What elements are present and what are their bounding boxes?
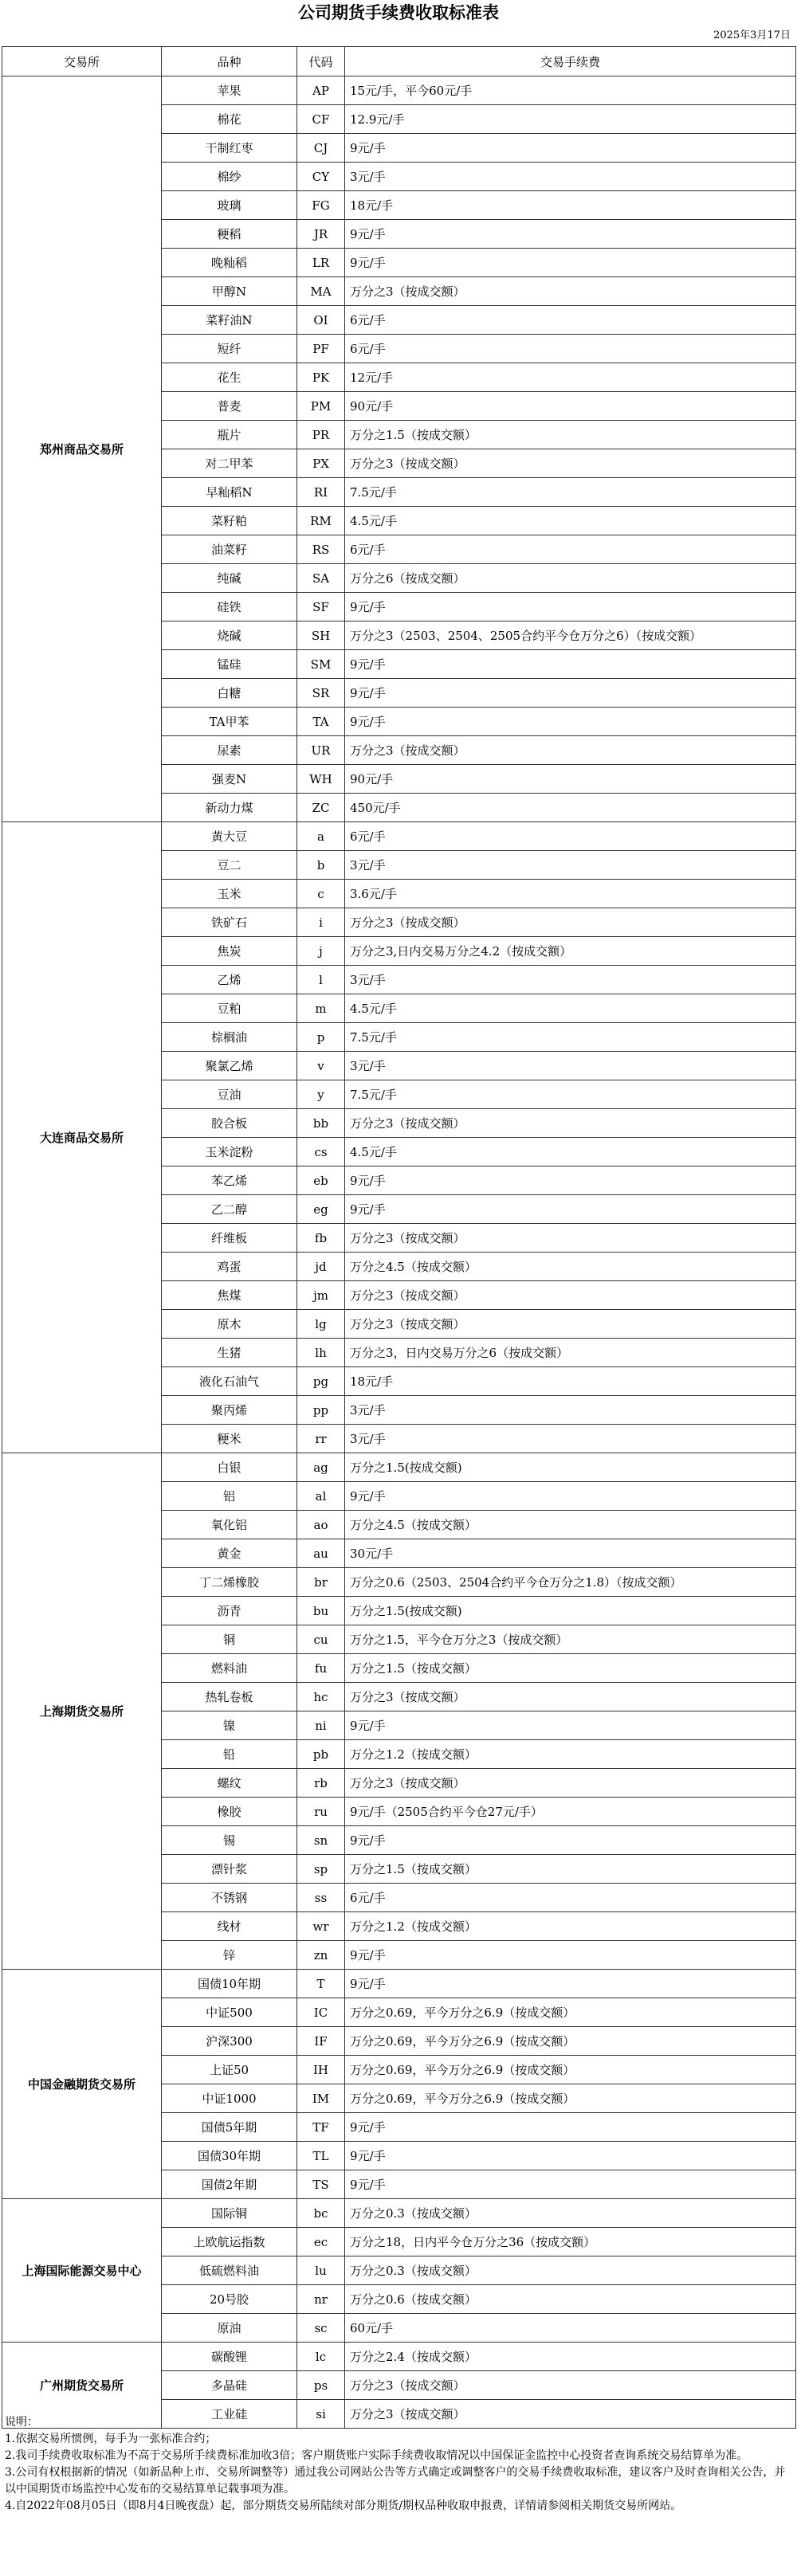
product-code: lh xyxy=(297,1339,345,1367)
product-code: PX xyxy=(297,449,345,478)
product-name: 棉花 xyxy=(162,105,297,134)
product-name: 纯碱 xyxy=(162,564,297,593)
product-fee: 万分之3（按成交额） xyxy=(345,736,796,765)
product-code: b xyxy=(297,851,345,880)
product-fee: 12元/手 xyxy=(345,363,796,392)
product-name: 锡 xyxy=(162,1826,297,1855)
product-code: ni xyxy=(297,1711,345,1740)
product-fee: 4.5元/手 xyxy=(345,994,796,1023)
product-code: IH xyxy=(297,2056,345,2084)
note-item-3: 3.公司有权根据新的情况（如新品种上市、交易所调整等）通过我公司网站公告等方式确定或调整客户的交易手续费收取标准，建议客户及时查询相关公告，并以中国期货市场监控中心发布的交易结算单记载事项为准。 xyxy=(5,2466,786,2496)
product-code: c xyxy=(297,880,345,908)
product-name: 丁二烯橡胶 xyxy=(162,1568,297,1597)
product-fee: 60元/手 xyxy=(345,2314,796,2343)
product-code: p xyxy=(297,1023,345,1052)
product-fee: 9元/手 xyxy=(345,1711,796,1740)
exchange-name: 大连商品交易所 xyxy=(2,822,162,1453)
product-fee: 90元/手 xyxy=(345,392,796,421)
product-code: IC xyxy=(297,1998,345,2027)
product-code: JR xyxy=(297,220,345,249)
product-name: 20号胶 xyxy=(162,2285,297,2314)
product-name: 橡胶 xyxy=(162,1798,297,1826)
product-fee: 9元/手 xyxy=(345,679,796,708)
note-item-1: 1.依据交易所惯例，每手为一张标准合约； xyxy=(5,2433,217,2445)
product-code: PM xyxy=(297,392,345,421)
page-title: 公司期货手续费收取标准表 xyxy=(298,2,499,22)
product-code: sp xyxy=(297,1855,345,1884)
product-fee: 9元/手 xyxy=(345,1195,796,1224)
product-code: jd xyxy=(297,1253,345,1281)
product-fee: 万分之1.2（按成交额） xyxy=(345,1740,796,1769)
product-code: IM xyxy=(297,2084,345,2113)
product-code: nr xyxy=(297,2285,345,2314)
table-row xyxy=(2,2343,796,2371)
product-code: TA xyxy=(297,708,345,736)
product-name: 国债10年期 xyxy=(162,1970,297,1998)
product-fee: 3元/手 xyxy=(345,163,796,191)
product-code: SA xyxy=(297,564,345,593)
fee-table xyxy=(2,46,796,2429)
product-fee: 万分之3（按成交额） xyxy=(345,1769,796,1798)
product-code: eb xyxy=(297,1166,345,1195)
product-code: ZC xyxy=(297,794,345,822)
product-code: SM xyxy=(297,650,345,679)
product-code: a xyxy=(297,822,345,851)
product-name: 普麦 xyxy=(162,392,297,421)
product-fee: 万分之1.5(按成交额) xyxy=(345,1453,796,1482)
product-fee: 3元/手 xyxy=(345,851,796,880)
table-row xyxy=(2,76,796,105)
product-code: SH xyxy=(297,621,345,650)
product-code: lc xyxy=(297,2343,345,2371)
product-name: 苯乙烯 xyxy=(162,1166,297,1195)
product-name: 对二甲苯 xyxy=(162,449,297,478)
product-fee: 6元/手 xyxy=(345,306,796,335)
product-fee: 6元/手 xyxy=(345,535,796,564)
product-name: 粳稻 xyxy=(162,220,297,249)
product-code: bc xyxy=(297,2199,345,2228)
product-name: 豆粕 xyxy=(162,994,297,1023)
product-fee: 万分之3（2503、2504、2505合约平今仓万分之6）（按成交额） xyxy=(345,621,796,650)
product-name: 玻璃 xyxy=(162,191,297,220)
product-name: 硅铁 xyxy=(162,593,297,621)
product-fee: 4.5元/手 xyxy=(345,1138,796,1166)
date-label: 2025年3月17日 xyxy=(713,29,791,41)
product-fee: 万分之1.5，平今仓万分之3（按成交额） xyxy=(345,1625,796,1654)
product-code: rb xyxy=(297,1769,345,1798)
product-fee: 9元/手 xyxy=(345,2113,796,2142)
product-name: 中证1000 xyxy=(162,2084,297,2113)
product-name: 碳酸锂 xyxy=(162,2343,297,2371)
exchange-name: 广州期货交易所 xyxy=(2,2343,162,2429)
product-name: 纤维板 xyxy=(162,1224,297,1253)
product-fee: 9元/手 xyxy=(345,593,796,621)
product-name: 苹果 xyxy=(162,76,297,105)
product-name: 热轧卷板 xyxy=(162,1683,297,1711)
product-name: 国际铜 xyxy=(162,2199,297,2228)
product-name: 沥青 xyxy=(162,1597,297,1625)
product-fee: 万分之3（按成交额） xyxy=(345,908,796,937)
product-fee: 万分之18，日内平今仓万分之36（按成交额） xyxy=(345,2228,796,2256)
product-code: SF xyxy=(297,593,345,621)
product-name: 棕榈油 xyxy=(162,1023,297,1052)
product-fee: 450元/手 xyxy=(345,794,796,822)
product-code: ps xyxy=(297,2371,345,2400)
product-fee: 万分之0.69，平今万分之6.9（按成交额） xyxy=(345,1998,796,2027)
product-fee: 3元/手 xyxy=(345,1425,796,1453)
product-name: 中证500 xyxy=(162,1998,297,2027)
notes xyxy=(5,2414,790,2515)
product-code: RI xyxy=(297,478,345,507)
product-name: 铅 xyxy=(162,1740,297,1769)
product-fee: 万分之0.69，平今万分之6.9（按成交额） xyxy=(345,2084,796,2113)
product-fee: 9元/手 xyxy=(345,134,796,163)
product-fee: 9元/手 xyxy=(345,1970,796,1998)
product-code: lg xyxy=(297,1310,345,1339)
product-fee: 万分之0.69，平今万分之6.9（按成交额） xyxy=(345,2056,796,2084)
product-code: eg xyxy=(297,1195,345,1224)
product-fee: 万分之3（按成交额） xyxy=(345,1281,796,1310)
product-code: LR xyxy=(297,249,345,277)
note-item-4: 4.自2022年08月05日（即8月4日晚夜盘）起，部分期货交易所陆续对部分期货/期权品种收取申报费，详情请参阅相关期货交易所网站。 xyxy=(5,2500,682,2512)
product-name: 晚籼稻 xyxy=(162,249,297,277)
product-code: y xyxy=(297,1080,345,1109)
product-code: si xyxy=(297,2400,345,2429)
product-code: CF xyxy=(297,105,345,134)
product-fee: 万分之3（按成交额） xyxy=(345,1109,796,1138)
product-fee: 万分之0.3（按成交额） xyxy=(345,2199,796,2228)
product-name: 漂针浆 xyxy=(162,1855,297,1884)
product-fee: 万分之3,日内交易万分之4.2（按成交额） xyxy=(345,937,796,966)
product-fee: 万分之3（按成交额） xyxy=(345,2371,796,2400)
product-code: AP xyxy=(297,76,345,105)
product-code: ao xyxy=(297,1511,345,1539)
product-fee: 6元/手 xyxy=(345,1884,796,1912)
product-code: PF xyxy=(297,335,345,363)
header-code: 代码 xyxy=(297,47,345,76)
product-name: 豆二 xyxy=(162,851,297,880)
product-name: 多晶硅 xyxy=(162,2371,297,2400)
product-fee: 万分之0.6（按成交额） xyxy=(345,2285,796,2314)
product-fee: 12.9元/手 xyxy=(345,105,796,134)
product-name: 锌 xyxy=(162,1941,297,1970)
product-code: sn xyxy=(297,1826,345,1855)
product-fee: 9元/手 xyxy=(345,708,796,736)
product-name: 白银 xyxy=(162,1453,297,1482)
product-name: 尿素 xyxy=(162,736,297,765)
product-name: 花生 xyxy=(162,363,297,392)
product-code: TF xyxy=(297,2113,345,2142)
product-code: wr xyxy=(297,1912,345,1941)
product-name: 早籼稻N xyxy=(162,478,297,507)
product-fee: 3元/手 xyxy=(345,1052,796,1080)
product-code: pb xyxy=(297,1740,345,1769)
product-fee: 9元/手 xyxy=(345,2142,796,2170)
product-fee: 万分之0.6（2503、2504合约平今仓万分之1.8）（按成交额） xyxy=(345,1568,796,1597)
product-name: 乙二醇 xyxy=(162,1195,297,1224)
product-name: 上证50 xyxy=(162,2056,297,2084)
product-code: OI xyxy=(297,306,345,335)
note-item-2: 2.我司手续费收取标准为不高于交易所手续费标准加收3倍；客户期货账户实际手续费收取情况以中国保证金监控中心投资者查询系统交易结算单为准。 xyxy=(5,2449,748,2462)
product-fee: 万分之3，日内交易万分之6（按成交额） xyxy=(345,1339,796,1367)
product-fee: 9元/手（2505合约平今仓27元/手） xyxy=(345,1798,796,1826)
product-code: SR xyxy=(297,679,345,708)
product-name: 螺纹 xyxy=(162,1769,297,1798)
product-fee: 9元/手 xyxy=(345,650,796,679)
product-fee: 万分之0.3（按成交额） xyxy=(345,2256,796,2285)
product-name: 工业硅 xyxy=(162,2400,297,2429)
product-name: 铁矿石 xyxy=(162,908,297,937)
product-name: 油菜籽 xyxy=(162,535,297,564)
product-name: 液化石油气 xyxy=(162,1367,297,1396)
product-fee: 万分之1.5（按成交额） xyxy=(345,1654,796,1683)
product-name: 锰硅 xyxy=(162,650,297,679)
product-fee: 6元/手 xyxy=(345,335,796,363)
product-fee: 万分之1.2（按成交额） xyxy=(345,1912,796,1941)
product-code: MA xyxy=(297,277,345,306)
header-product: 品种 xyxy=(162,47,297,76)
product-code: j xyxy=(297,937,345,966)
product-code: FG xyxy=(297,191,345,220)
product-fee: 9元/手 xyxy=(345,1941,796,1970)
header-exchange: 交易所 xyxy=(2,47,162,76)
product-fee: 4.5元/手 xyxy=(345,507,796,535)
product-name: 生猪 xyxy=(162,1339,297,1367)
product-code: cu xyxy=(297,1625,345,1654)
product-code: PK xyxy=(297,363,345,392)
product-name: 玉米 xyxy=(162,880,297,908)
exchange-name: 上海国际能源交易中心 xyxy=(2,2199,162,2343)
exchange-name: 上海期货交易所 xyxy=(2,1453,162,1970)
product-fee: 万分之4.5（按成交额） xyxy=(345,1253,796,1281)
product-fee: 9元/手 xyxy=(345,1482,796,1511)
product-name: 棉纱 xyxy=(162,163,297,191)
product-code: zn xyxy=(297,1941,345,1970)
product-fee: 3.6元/手 xyxy=(345,880,796,908)
product-fee: 万分之6（按成交额） xyxy=(345,564,796,593)
product-name: 甲醇N xyxy=(162,277,297,306)
product-code: RM xyxy=(297,507,345,535)
product-name: 铝 xyxy=(162,1482,297,1511)
product-code: bu xyxy=(297,1597,345,1625)
product-code: v xyxy=(297,1052,345,1080)
product-fee: 3元/手 xyxy=(345,966,796,994)
product-fee: 7.5元/手 xyxy=(345,1023,796,1052)
product-name: 豆油 xyxy=(162,1080,297,1109)
product-code: br xyxy=(297,1568,345,1597)
product-name: 原木 xyxy=(162,1310,297,1339)
product-name: 聚氯乙烯 xyxy=(162,1052,297,1080)
notes-heading: 说明： xyxy=(5,2416,38,2429)
product-fee: 9元/手 xyxy=(345,1166,796,1195)
product-fee: 30元/手 xyxy=(345,1539,796,1568)
product-code: ec xyxy=(297,2228,345,2256)
product-fee: 万分之1.5(按成交额) xyxy=(345,1597,796,1625)
product-fee: 6元/手 xyxy=(345,822,796,851)
product-name: 国债30年期 xyxy=(162,2142,297,2170)
product-fee: 7.5元/手 xyxy=(345,478,796,507)
product-fee: 万分之3（按成交额） xyxy=(345,1224,796,1253)
product-code: bb xyxy=(297,1109,345,1138)
exchange-name: 中国金融期货交易所 xyxy=(2,1970,162,2199)
product-name: 干制红枣 xyxy=(162,134,297,163)
product-name: 焦炭 xyxy=(162,937,297,966)
product-name: 烧碱 xyxy=(162,621,297,650)
product-name: 短纤 xyxy=(162,335,297,363)
product-name: 聚丙烯 xyxy=(162,1396,297,1425)
product-name: 黄大豆 xyxy=(162,822,297,851)
product-code: m xyxy=(297,994,345,1023)
product-code: CY xyxy=(297,163,345,191)
product-code: hc xyxy=(297,1683,345,1711)
product-code: cs xyxy=(297,1138,345,1166)
product-name: 国债2年期 xyxy=(162,2170,297,2199)
product-fee: 18元/手 xyxy=(345,191,796,220)
product-name: 瓶片 xyxy=(162,421,297,449)
product-fee: 万分之2.4（按成交额） xyxy=(345,2343,796,2371)
product-code: fb xyxy=(297,1224,345,1253)
product-name: 菜籽油N xyxy=(162,306,297,335)
table-body xyxy=(2,76,796,2429)
product-fee: 万分之1.5（按成交额） xyxy=(345,1855,796,1884)
product-code: lu xyxy=(297,2256,345,2285)
product-name: 黄金 xyxy=(162,1539,297,1568)
product-code: i xyxy=(297,908,345,937)
table-row xyxy=(2,822,796,851)
product-name: 鸡蛋 xyxy=(162,1253,297,1281)
product-name: 强麦N xyxy=(162,765,297,794)
product-code: ag xyxy=(297,1453,345,1482)
product-code: fu xyxy=(297,1654,345,1683)
product-name: 铜 xyxy=(162,1625,297,1654)
product-fee: 万分之3（按成交额） xyxy=(345,277,796,306)
product-code: TS xyxy=(297,2170,345,2199)
exchange-name: 郑州商品交易所 xyxy=(2,76,162,822)
product-name: 玉米淀粉 xyxy=(162,1138,297,1166)
product-code: T xyxy=(297,1970,345,1998)
product-name: 上欧航运指数 xyxy=(162,2228,297,2256)
product-fee: 万分之0.69，平今万分之6.9（按成交额） xyxy=(345,2027,796,2056)
product-fee: 90元/手 xyxy=(345,765,796,794)
product-name: 菜籽粕 xyxy=(162,507,297,535)
product-code: pg xyxy=(297,1367,345,1396)
product-code: pp xyxy=(297,1396,345,1425)
product-code: ss xyxy=(297,1884,345,1912)
product-code: al xyxy=(297,1482,345,1511)
product-name: 白糖 xyxy=(162,679,297,708)
product-name: 胶合板 xyxy=(162,1109,297,1138)
product-name: 焦煤 xyxy=(162,1281,297,1310)
product-name: 新动力煤 xyxy=(162,794,297,822)
product-name: 氧化铝 xyxy=(162,1511,297,1539)
product-fee: 万分之3（按成交额） xyxy=(345,2400,796,2429)
product-fee: 万分之3（按成交额） xyxy=(345,1310,796,1339)
product-fee: 18元/手 xyxy=(345,1367,796,1396)
product-code: UR xyxy=(297,736,345,765)
product-code: TL xyxy=(297,2142,345,2170)
product-fee: 15元/手，平今60元/手 xyxy=(345,76,796,105)
table-row xyxy=(2,1453,796,1482)
product-fee: 9元/手 xyxy=(345,220,796,249)
product-name: 不锈钢 xyxy=(162,1884,297,1912)
product-code: sc xyxy=(297,2314,345,2343)
product-code: CJ xyxy=(297,134,345,163)
product-fee: 9元/手 xyxy=(345,249,796,277)
product-code: WH xyxy=(297,765,345,794)
product-code: au xyxy=(297,1539,345,1568)
product-name: 燃料油 xyxy=(162,1654,297,1683)
header-fee: 交易手续费 xyxy=(345,47,796,76)
product-fee: 万分之3（按成交额） xyxy=(345,1683,796,1711)
product-fee: 7.5元/手 xyxy=(345,1080,796,1109)
product-name: 国债5年期 xyxy=(162,2113,297,2142)
product-code: RS xyxy=(297,535,345,564)
product-name: 线材 xyxy=(162,1912,297,1941)
table-header-row xyxy=(2,47,796,76)
table-row xyxy=(2,2199,796,2228)
product-fee: 万分之1.5（按成交额） xyxy=(345,421,796,449)
product-name: 乙烯 xyxy=(162,966,297,994)
table-row xyxy=(2,1970,796,1998)
product-fee: 9元/手 xyxy=(345,2170,796,2199)
product-fee: 3元/手 xyxy=(345,1396,796,1425)
product-name: TA甲苯 xyxy=(162,708,297,736)
product-name: 镍 xyxy=(162,1711,297,1740)
product-code: ru xyxy=(297,1798,345,1826)
product-code: l xyxy=(297,966,345,994)
product-name: 沪深300 xyxy=(162,2027,297,2056)
product-name: 原油 xyxy=(162,2314,297,2343)
product-name: 粳米 xyxy=(162,1425,297,1453)
product-fee: 万分之3（按成交额） xyxy=(345,449,796,478)
product-code: PR xyxy=(297,421,345,449)
product-name: 低硫燃料油 xyxy=(162,2256,297,2285)
product-fee: 万分之4.5（按成交额） xyxy=(345,1511,796,1539)
product-code: IF xyxy=(297,2027,345,2056)
product-fee: 9元/手 xyxy=(345,1826,796,1855)
product-code: jm xyxy=(297,1281,345,1310)
product-code: rr xyxy=(297,1425,345,1453)
